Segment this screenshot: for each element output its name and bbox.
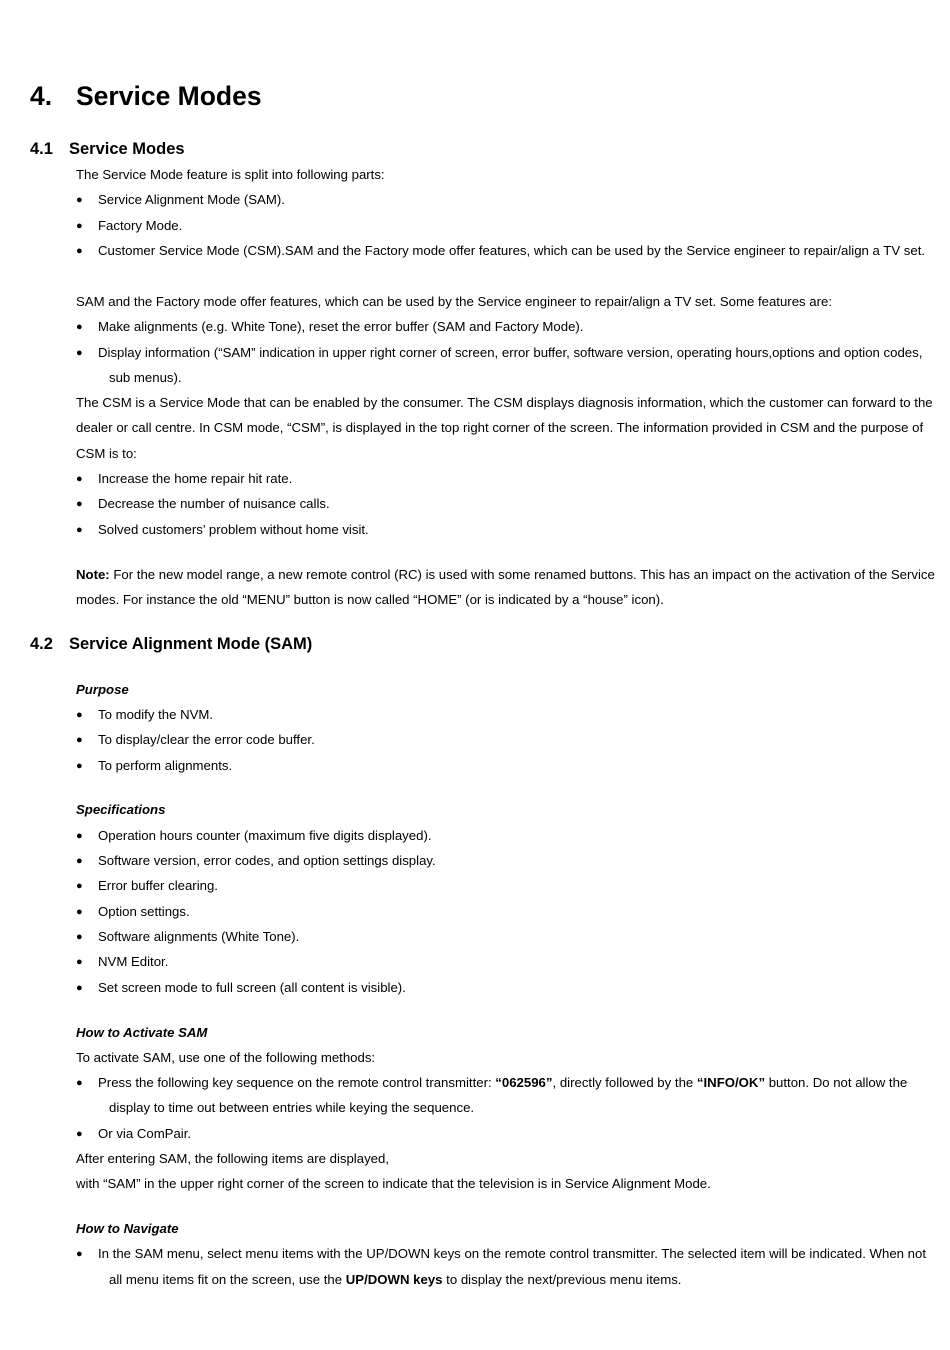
- paragraph-sam-features: SAM and the Factory mode offer features, which can be used by the Service engineer to repair/align a TV set. Some features are:: [76, 294, 833, 309]
- subheading-activate: How to Activate SAM: [76, 1025, 208, 1040]
- bullet-icon: ●: [76, 956, 83, 968]
- section-heading-4-1: [30, 138, 185, 160]
- section-number: 4.2: [30, 635, 53, 653]
- bullet-icon: ●: [76, 245, 83, 257]
- paragraph-after-line: with “SAM” in the upper right corner of the screen to indicate that the television is in Service Alignment Mode.: [76, 1176, 711, 1191]
- section-title: Service Modes: [69, 140, 185, 158]
- bullet-icon: ●: [76, 855, 83, 867]
- list-item: ● Increase the home repair hit rate.: [76, 471, 293, 486]
- list-item: ● Display information (“SAM” indication in upper right corner of screen, error buffer, software version, operating hours,options and option codes,: [76, 345, 923, 360]
- list-item: ● Option settings.: [76, 904, 190, 919]
- list-item-continuation: all menu items fit on the screen, use the UP/DOWN keys to display the next/previous menu items.: [109, 1272, 682, 1287]
- list-item: ● NVM Editor.: [76, 954, 169, 969]
- list-item: ● Factory Mode.: [76, 218, 183, 233]
- list-item: ● To modify the NVM.: [76, 707, 214, 722]
- note-label: Note:: [76, 567, 110, 582]
- list-item: ● Solved customers’ problem without home visit.: [76, 522, 369, 537]
- bullet-icon: ●: [76, 982, 83, 994]
- bullet-icon: ●: [76, 734, 83, 746]
- bullet-icon: ●: [76, 830, 83, 842]
- list-item: ● Make alignments (e.g. White Tone), reset the error buffer (SAM and Factory Mode).: [76, 319, 584, 334]
- key-sequence: “062596”: [495, 1075, 553, 1090]
- section-title: Service Alignment Mode (SAM): [69, 635, 313, 653]
- list-item: ● Service Alignment Mode (SAM).: [76, 192, 285, 207]
- paragraph-activate-intro: To activate SAM, use one of the following methods:: [76, 1050, 376, 1065]
- button-name: “INFO/OK”: [696, 1075, 766, 1090]
- bullet-icon: ●: [76, 1128, 83, 1140]
- note-paragraph-line: modes. For instance the old “MENU” button is now called “HOME” (or is indicated by a “house” icon).: [76, 592, 664, 607]
- bullet-icon: ●: [76, 1077, 83, 1089]
- chapter-heading: [30, 78, 262, 114]
- bullet-icon: ●: [76, 931, 83, 943]
- list-item: ● In the SAM menu, select menu items with the UP/DOWN keys on the remote control transmitter. The selected item will be indicated. When not: [76, 1246, 926, 1261]
- list-item: ● Operation hours counter (maximum five digits displayed).: [76, 828, 432, 843]
- list-item: ● Decrease the number of nuisance calls.: [76, 496, 330, 511]
- subheading-purpose: Purpose: [76, 682, 129, 697]
- section-heading-4-2: [30, 633, 312, 655]
- note-paragraph: Note: For the new model range, a new remote control (RC) is used with some renamed buttons. This has an impact on the activation of the Service: [76, 567, 935, 582]
- list-item: ● To perform alignments.: [76, 758, 233, 773]
- bullet-icon: ●: [76, 906, 83, 918]
- list-item: ● Error buffer clearing.: [76, 878, 218, 893]
- bullet-icon: ●: [76, 1248, 83, 1260]
- list-item-continuation: sub menus).: [109, 370, 182, 385]
- paragraph-intro: The Service Mode feature is split into following parts:: [76, 167, 385, 182]
- bullet-icon: ●: [76, 760, 83, 772]
- paragraph-after-line: After entering SAM, the following items are displayed,: [76, 1151, 389, 1166]
- list-item: ● Software version, error codes, and option settings display.: [76, 853, 436, 868]
- bullet-icon: ●: [76, 194, 83, 206]
- list-item: ● To display/clear the error code buffer.: [76, 732, 315, 747]
- bullet-icon: ●: [76, 498, 83, 510]
- subheading-specifications: Specifications: [76, 802, 166, 817]
- list-item-continuation: display to time out between entries while keying the sequence.: [109, 1100, 475, 1115]
- list-item: ● Customer Service Mode (CSM).SAM and the Factory mode offer features, which can be used by the Service engineer to repair/align a TV set.: [76, 243, 926, 258]
- list-item: ● Press the following key sequence on the remote control transmitter: “062596”, directly followed by the “INFO/OK” button. Do not allow the: [76, 1075, 908, 1090]
- bullet-icon: ●: [76, 347, 83, 359]
- paragraph-csm-line: The CSM is a Service Mode that can be enabled by the consumer. The CSM displays diagnosis information, which the customer can forward to the: [76, 395, 933, 410]
- bullet-icon: ●: [76, 524, 83, 536]
- chapter-number: 4.: [30, 81, 53, 111]
- subheading-navigate: How to Navigate: [76, 1221, 179, 1236]
- paragraph-csm-line: CSM is to:: [76, 446, 137, 461]
- bullet-icon: ●: [76, 321, 83, 333]
- list-item: ● Software alignments (White Tone).: [76, 929, 300, 944]
- section-number: 4.1: [30, 140, 53, 158]
- bullet-icon: ●: [76, 473, 83, 485]
- chapter-title: Service Modes: [76, 81, 262, 111]
- paragraph-csm-line: dealer or call centre. In CSM mode, “CSM”, is displayed in the top right corner of the screen. The information provided in CSM and the purpose of: [76, 420, 924, 435]
- list-item: ● Set screen mode to full screen (all content is visible).: [76, 980, 406, 995]
- bullet-icon: ●: [76, 220, 83, 232]
- list-item: ● Or via ComPair.: [76, 1126, 192, 1141]
- bullet-icon: ●: [76, 709, 83, 721]
- bullet-icon: ●: [76, 880, 83, 892]
- key-name: UP/DOWN keys: [345, 1272, 443, 1287]
